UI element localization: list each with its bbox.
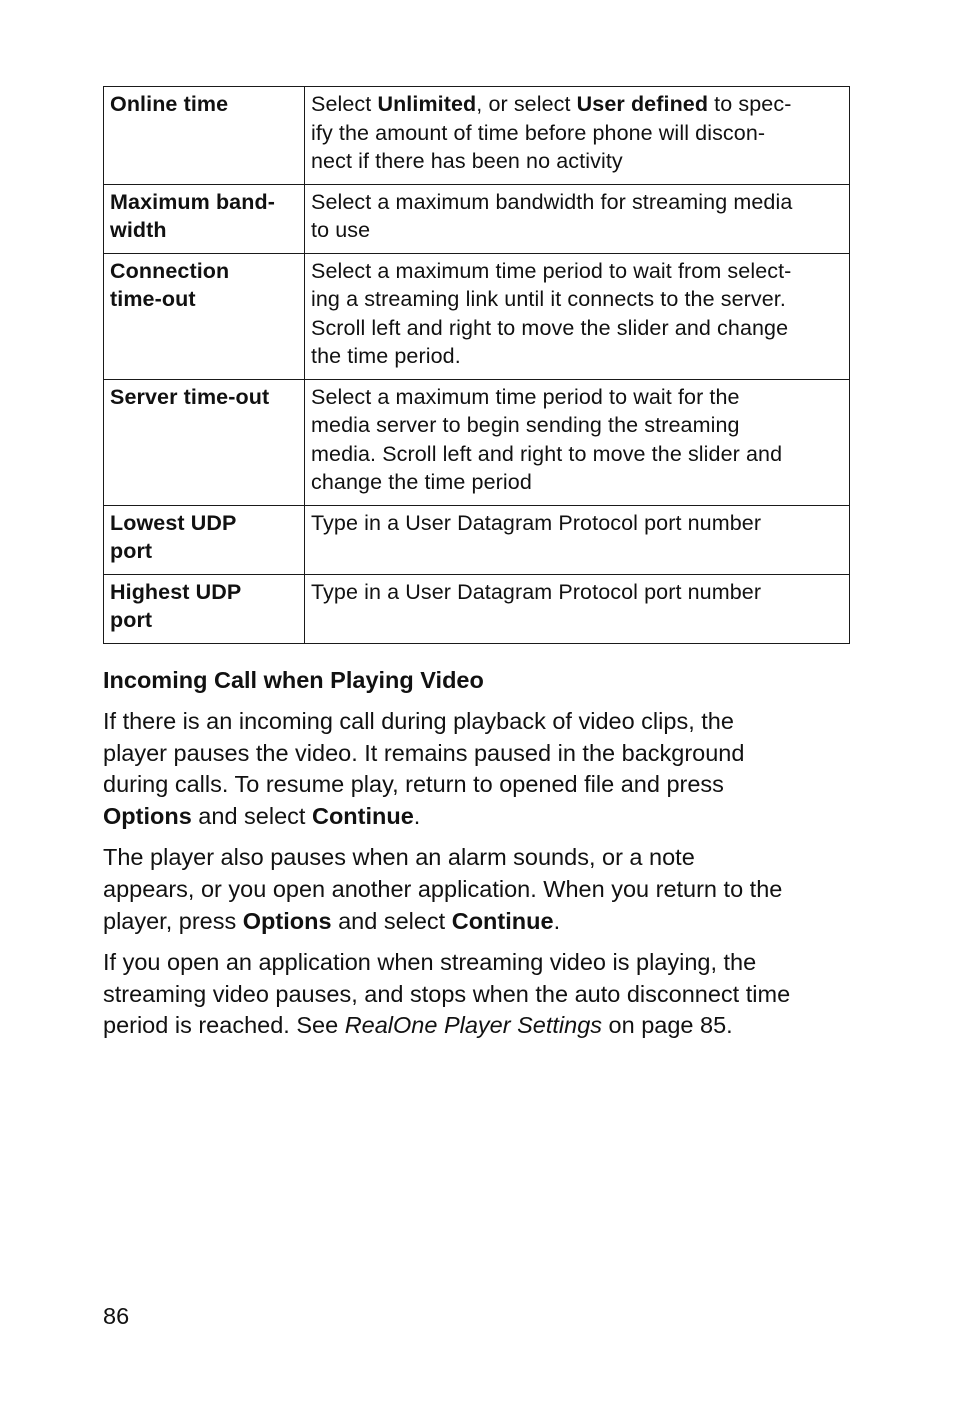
bold-term: Options: [103, 802, 192, 829]
bold-term: Options: [242, 907, 332, 934]
body-paragraph: If there is an incoming call during playback of video clips, the player pauses the video. It remains paused in the background during calls. To resume play, return to opened file and press Options and select Continue.: [103, 708, 745, 829]
setting-description: Type in a User Datagram Protocol port number: [305, 505, 850, 574]
setting-label: Highest UDP port: [104, 574, 305, 643]
settings-table: [103, 86, 850, 644]
page-number: 86: [103, 1303, 130, 1329]
table-row: [104, 184, 850, 253]
setting-label: Connection time-out: [104, 253, 305, 379]
setting-label: Lowest UDP port: [104, 505, 305, 574]
setting-label: Server time-out: [104, 379, 305, 505]
body-paragraph: If you open an application when streaming video is playing, the streaming video pauses, and stops when the auto disconnect time period is reached. See RealOne Player Settings on page 85.: [103, 949, 791, 1039]
setting-label: Maximum band- width: [104, 184, 305, 253]
setting-description: Select a maximum bandwidth for streaming media to use: [305, 184, 850, 253]
bold-term: Continue: [451, 907, 554, 934]
section-incoming-call: [103, 664, 853, 1052]
setting-description: Type in a User Datagram Protocol port number: [305, 574, 850, 643]
table-row: [104, 574, 850, 643]
table-row: [104, 505, 850, 574]
setting-description: Select a maximum time period to wait from select- ing a streaming link until it connects to the server. Scroll left and right to move the slider and change the time period.: [305, 253, 850, 379]
setting-description: Select a maximum time period to wait for the media server to begin sending the streaming media. Scroll left and right to move the slider and change the time period: [305, 379, 850, 505]
bold-term: User defined: [576, 92, 709, 116]
setting-label: Online time: [104, 87, 305, 185]
section-heading: Incoming Call when Playing Video: [103, 667, 484, 693]
bold-term: Unlimited: [377, 92, 477, 116]
bold-term: Continue: [311, 802, 414, 829]
table-row: [104, 379, 850, 505]
table-row: [104, 253, 850, 379]
setting-description: Select Unlimited, or select User defined to spec- ify the amount of time before phone will discon- nect if there has been no activity: [305, 87, 850, 185]
table-row: [104, 87, 850, 185]
cross-reference: RealOne Player Settings: [344, 1012, 603, 1039]
body-paragraph: The player also pauses when an alarm sounds, or a note appears, or you open another application. When you return to the player, press Options and select Continue.: [103, 844, 783, 934]
